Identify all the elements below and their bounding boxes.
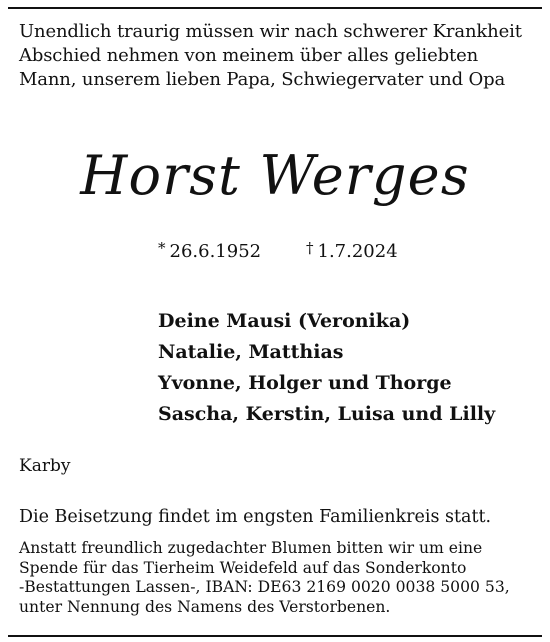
intro-line: Abschied nehmen von meinem über alles geliebten — [19, 45, 479, 66]
mourner-entry: Deine Mausi (Veronika) — [158, 310, 411, 332]
place-name: Karby — [19, 456, 71, 476]
mourner-entry: Sascha, Kerstin, Luisa und Lilly — [158, 403, 496, 425]
donation-line: unter Nennung des Namens des Verstorbenen. — [19, 597, 391, 616]
bottom-border-line — [8, 635, 542, 637]
death-symbol: † — [306, 239, 314, 257]
top-border-line — [8, 7, 542, 9]
deceased-name: Horst Werges — [80, 144, 470, 207]
mourner-entry: Yvonne, Holger und Thorge — [158, 372, 452, 394]
donation-note — [19, 539, 539, 617]
death-date-line — [306, 240, 398, 264]
funeral-note: Die Beisetzung findet im engsten Familienkreis statt. — [19, 507, 492, 527]
intro-line: Mann, unserem lieben Papa, Schwiegervater und Opa — [19, 69, 506, 90]
donation-line: Anstatt freundlich zugedachter Blumen bitten wir um eine — [19, 539, 483, 557]
death-date: 1.7.2024 — [317, 241, 398, 262]
mourners-list — [158, 306, 538, 430]
donation-line: Spende für das Tierheim Weidefeld auf das Sonderkonto — [19, 558, 467, 577]
birth-symbol: * — [158, 239, 166, 257]
birth-date: 26.6.1952 — [169, 241, 262, 262]
intro-line: Unendlich traurig müssen wir nach schwerer Krankheit — [19, 21, 522, 42]
donation-line: -Bestattungen Lassen-, IBAN: DE63 2169 0020 0038 5000 53, — [19, 578, 510, 596]
mourner-entry: Natalie, Matthias — [158, 341, 344, 363]
intro-text — [19, 20, 539, 92]
birth-date-line — [158, 240, 261, 264]
